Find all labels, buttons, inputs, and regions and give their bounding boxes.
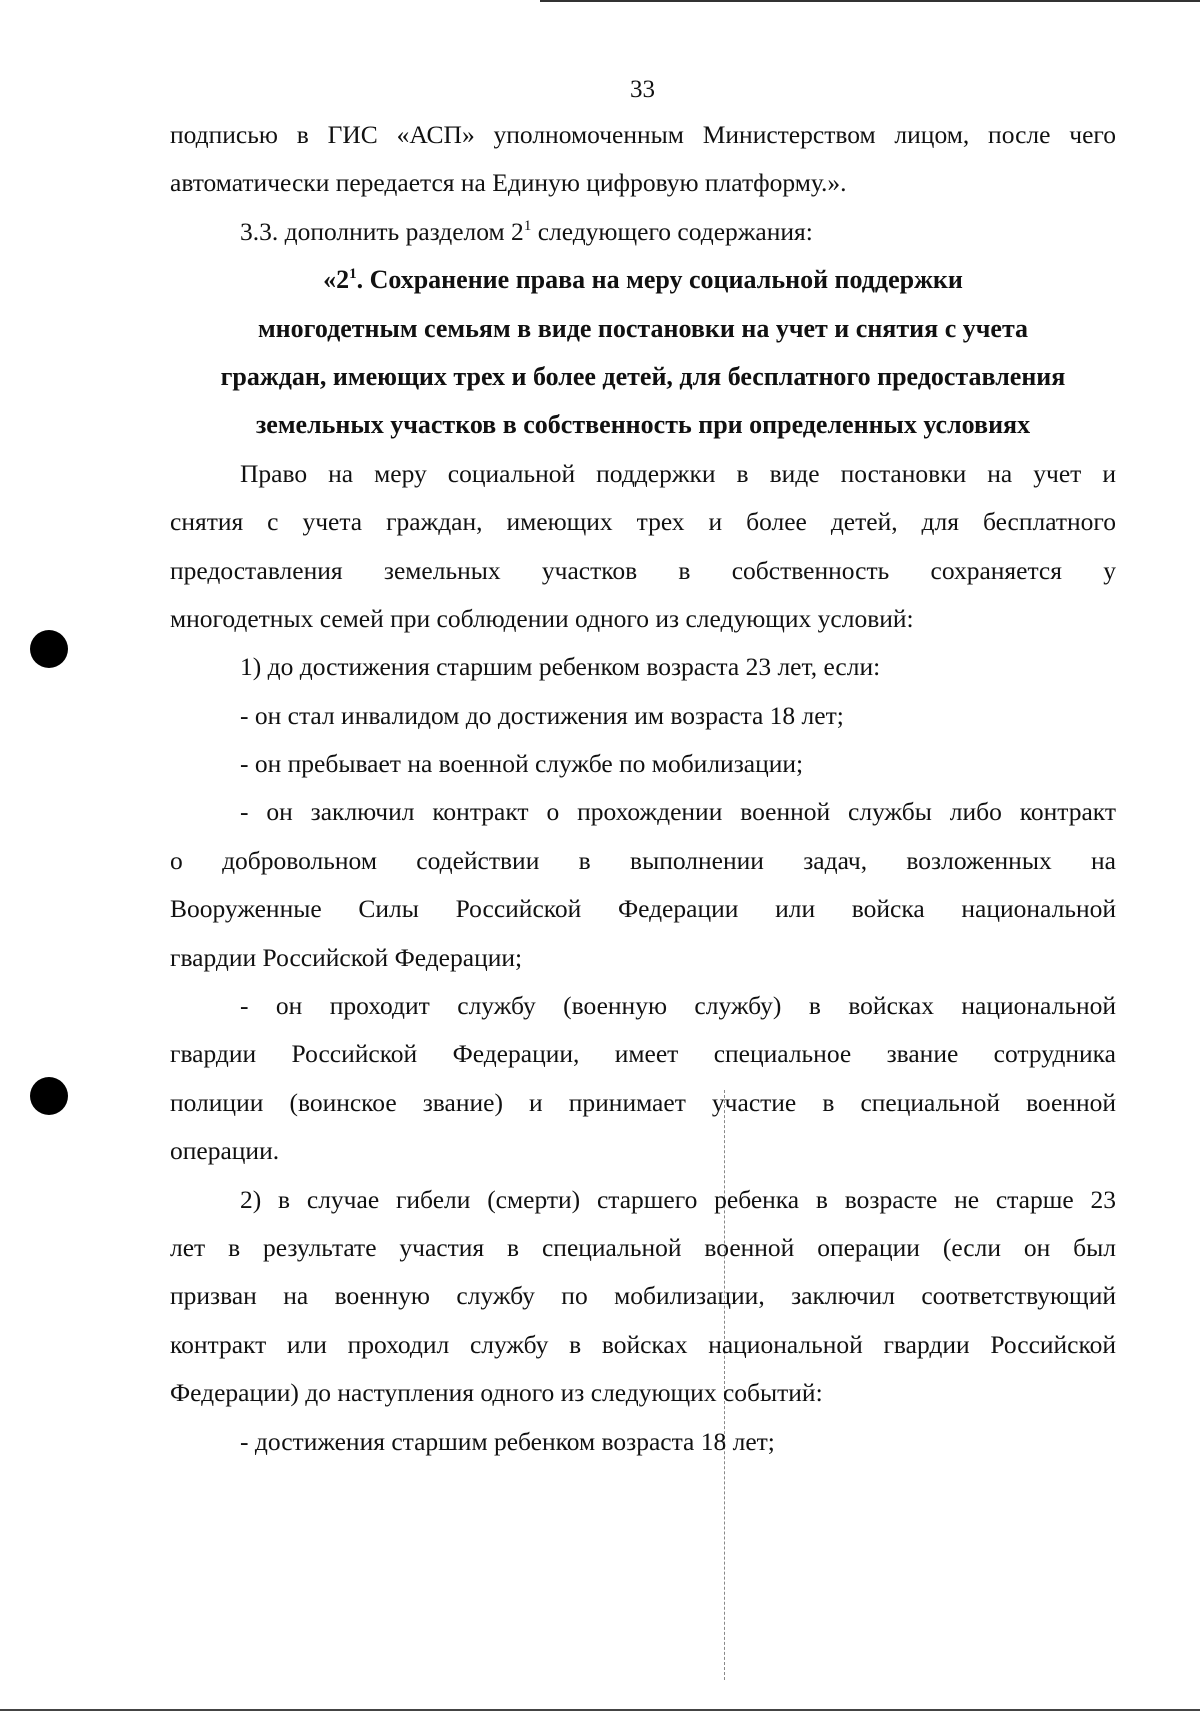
scan-edge-top: [540, 0, 1200, 2]
text-line-section-addition: 3.3. дополнить разделом $2^1$ следующего содержания:: [240, 216, 813, 246]
text-line: Вооруженные Силы Российской Федерации или войска национальной: [170, 894, 1116, 924]
text-line: полиции (воинское звание) и принимает участие в специальной военной: [170, 1087, 1116, 1117]
section-heading-line: граждан, имеющих трех и более детей, для бесплатного предоставления: [220, 361, 1066, 391]
list-item: - он стал инвалидом до достижения им возраста 18 лет;: [240, 700, 844, 730]
text-line: гвардии Российской Федерации, имеет специальное звание сотрудника: [170, 1039, 1116, 1069]
document-body: [170, 111, 1116, 1466]
text-line: лет в результате участия в специальной военной операции (если он был: [170, 1232, 1116, 1262]
list-item: 1) до достижения старшим ребенком возраста 23 лет, если:: [240, 652, 881, 682]
text-line: предоставления земельных участков в собственность сохраняется у: [170, 555, 1116, 585]
section-heading-line: многодетным семьям в виде постановки на учет и снятия с учета: [257, 313, 1029, 343]
text-line: операции.: [170, 1136, 280, 1166]
list-item: - он проходит службу (военную службу) в войсках национальной: [240, 991, 1116, 1021]
text-line: автоматически передается на Единую цифровую платформу.».: [170, 168, 847, 198]
punch-hole-lower: [30, 1077, 68, 1115]
list-item: - он заключил контракт о прохождении военной службы либо контракт: [240, 797, 1116, 827]
text-line: снятия с учета граждан, имеющих трех и более детей, для бесплатного: [170, 507, 1116, 537]
superscript: 1: [523, 217, 532, 234]
text-line: подписью в ГИС «АСП» уполномоченным Министерством лицом, после чего: [170, 120, 1116, 149]
text-line: гвардии Российской Федерации;: [170, 942, 523, 972]
text-line: о добровольном содействии в выполнении задач, возложенных на: [170, 845, 1116, 875]
text-line: контракт или проходил службу в войсках национальной гвардии Российской: [170, 1329, 1116, 1359]
list-item: - достижения старшим ребенком возраста 18 лет;: [240, 1426, 775, 1456]
scan-edge-bottom: [0, 1709, 1200, 1711]
text-line: Федерации) до наступления одного из следующих событий:: [170, 1378, 823, 1408]
superscript: 1: [349, 266, 357, 283]
punch-hole-upper: [30, 630, 68, 668]
text-line: призван на военную службу по мобилизации, заключил соответствующий: [170, 1281, 1116, 1311]
list-item: - он пребывает на военной службе по мобилизации;: [240, 749, 804, 779]
section-heading-line: земельных участков в собственность при определенных условиях: [255, 410, 1031, 440]
section-heading-line: «$2^1$. Сохранение права на меру социальной поддержки: [323, 265, 963, 295]
text-line: многодетных семей при соблюдении одного из следующих условий:: [170, 603, 914, 633]
list-item: 2) в случае гибели (смерти) старшего ребенка в возрасте не старше 23: [240, 1184, 1116, 1214]
text-line: Право на меру социальной поддержки в виде постановки на учет и: [240, 458, 1116, 488]
page-number: 33: [630, 76, 655, 103]
